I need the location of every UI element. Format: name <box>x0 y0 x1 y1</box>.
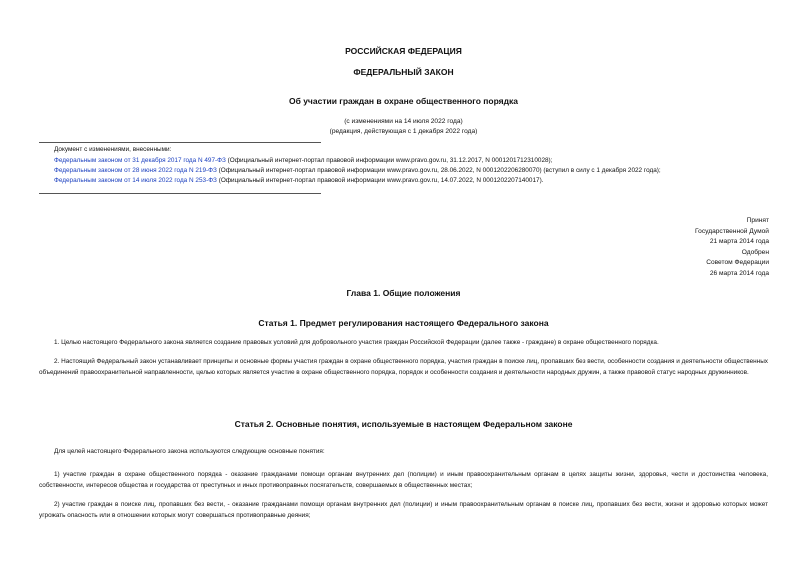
edition-note-changes: (с изменениями на 14 июля 2022 года) <box>344 118 463 125</box>
paragraph-text: 1) участие граждан в охране общественного порядка - оказание гражданами помощи органам внутренних дел (полиции) и иным правоохранительным органам в целях защиты жизни, здоровья, чести и достоинства человека, собственности, интересов общества и государства от преступных и иных противоправных посягательств, совершаемых в общественных местах; <box>39 471 768 489</box>
amendment-item <box>54 157 784 164</box>
article-heading: Статья 2. Основные понятия, используемые в настоящем Федеральном законе <box>234 419 573 429</box>
state-heading: РОССИЙСКАЯ ФЕДЕРАЦИЯ <box>345 46 462 56</box>
amendment-item <box>54 167 784 174</box>
chapter-heading: Глава 1. Общие положения <box>346 288 461 298</box>
article-paragraph <box>39 357 768 379</box>
article-heading: Статья 1. Предмет регулирования настоящего Федерального закона <box>258 318 549 328</box>
law-title: Об участии граждан в охране общественного порядка <box>288 96 518 106</box>
paragraph-text: Для целей настоящего Федерального закона используются следующие основные понятия: <box>54 448 325 455</box>
amendment-source: (Официальный интернет-портал правовой информации www.pravo.gov.ru, 31.12.2017, N 0001201712310028); <box>225 157 553 164</box>
law-type-heading: ФЕДЕРАЛЬНЫЙ ЗАКОН <box>353 67 454 77</box>
approval-line: Советом Федерации <box>706 259 769 266</box>
article-paragraph <box>39 447 768 458</box>
amendment-link[interactable]: Федеральным законом от 31 декабря 2017 года N 497-ФЗ <box>54 157 226 164</box>
article-paragraph <box>39 500 768 522</box>
adoption-line: Государственной Думой <box>695 227 769 235</box>
amendment-link[interactable]: Федеральным законом от 28 июня 2022 года N 219-ФЗ <box>54 167 217 174</box>
amendments-bottom-divider <box>39 193 321 194</box>
amendment-item <box>54 177 784 184</box>
edition-note-effective: (редакция, действующая с 1 декабря 2022 года) <box>329 128 478 135</box>
adoption-line: 21 марта 2014 года <box>709 238 769 245</box>
amendment-link[interactable]: Федеральным законом от 14 июля 2022 года N 253-ФЗ <box>54 177 217 184</box>
paragraph-text: 1. Целью настоящего Федерального закона является создание правовых условий для добровольного участия граждан Российской Федерации (далее также - граждане) в охране общественного порядка. <box>54 339 659 346</box>
approval-line: 26 марта 2014 года <box>709 269 769 277</box>
amendment-source: (Официальный интернет-портал правовой информации www.pravo.gov.ru, 28.06.2022, N 0001202206280070) (вступил в силу с 1 декабря 2022 года); <box>216 167 661 174</box>
article-paragraph <box>39 470 768 492</box>
adoption-block <box>695 216 769 279</box>
amendments-intro: Документ с изменениями, внесенными: <box>54 146 172 153</box>
amendments-top-divider <box>39 142 321 143</box>
paragraph-text: 2) участие граждан в поиске лиц, пропавших без вести, - оказание гражданами помощи органам внутренних дел (полиции) и иным правоохранительным органам в поиске лиц, пропавших без вести, жизни и здоровью которых может угрожать опасность или в отношении которых могут совершаться противоправные деяния; <box>39 501 768 519</box>
paragraph-text: 2. Настоящий Федеральный закон устанавливает принципы и основные формы участия граждан в охране общественного порядка, участия граждан в поиске лиц, пропавших без вести, особенности создания и деятельности общественных объединений правоохранительной направленности, целью которых является участие в охране общественного порядка, порядок и особенности создания и деятельности народных дружин, а также правовой статус народных дружинников. <box>39 358 768 376</box>
amendment-source: (Официальный интернет-портал правовой информации www.pravo.gov.ru, 14.07.2022, N 0001202207140017). <box>216 177 544 184</box>
approval-line: Одобрен <box>741 248 769 256</box>
adoption-line: Принят <box>746 217 769 224</box>
article-paragraph <box>39 338 768 349</box>
